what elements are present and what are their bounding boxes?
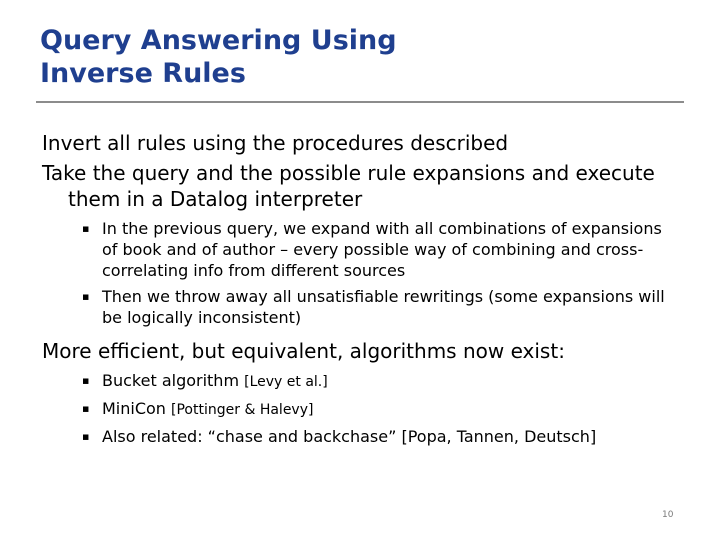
page-number: 10 [662, 510, 674, 520]
sub-bullet-list-expansions [42, 218, 682, 328]
minicon-text: MiniCon [102, 399, 166, 418]
square-bullet-icon: ▪ [82, 430, 90, 443]
square-bullet-icon: ▪ [82, 222, 90, 235]
square-bullet-icon: ▪ [82, 374, 90, 387]
bucket-algorithm-text: Bucket algorithm [102, 371, 240, 390]
square-bullet-icon: ▪ [82, 402, 90, 415]
sub-bullet-expand-combinations [42, 218, 682, 281]
sub-bullet-text: Then we throw away all unsatisfiable rewritings (some expansions will be logically inconsistent) [102, 287, 665, 327]
slide-title-line-1: Query Answering Using [40, 25, 397, 56]
sub-bullet-chase-backchase [42, 426, 682, 447]
square-bullet-icon: ▪ [82, 290, 90, 303]
slide-title [40, 24, 660, 90]
bullet-more-efficient: More efficient, but equivalent, algorithms now exist: [42, 339, 565, 363]
minicon-citation: [Pottinger & Halevy] [171, 402, 314, 418]
bucket-algorithm-citation: [Levy et al.] [244, 374, 328, 390]
sub-bullet-bucket-algorithm [42, 370, 682, 393]
bullet-invert-rules: Invert all rules using the procedures described [42, 131, 509, 155]
bullet-take-query: Take the query and the possible rule expansions and execute them in a Datalog interpreter [42, 161, 655, 211]
sub-bullet-text: In the previous query, we expand with all combinations of expansions of book and of author – every possible way of combining and cross-correlating info from different sources [102, 219, 662, 280]
slide-content [42, 130, 682, 453]
slide-title-line-2: Inverse Rules [40, 58, 246, 89]
sub-bullet-list-algorithms [42, 370, 682, 447]
chase-backchase-text: Also related: “chase and backchase” [Popa, Tannen, Deutsch] [102, 427, 597, 446]
title-divider [36, 101, 684, 103]
sub-bullet-throw-away [42, 286, 682, 328]
sub-bullet-minicon [42, 398, 682, 421]
